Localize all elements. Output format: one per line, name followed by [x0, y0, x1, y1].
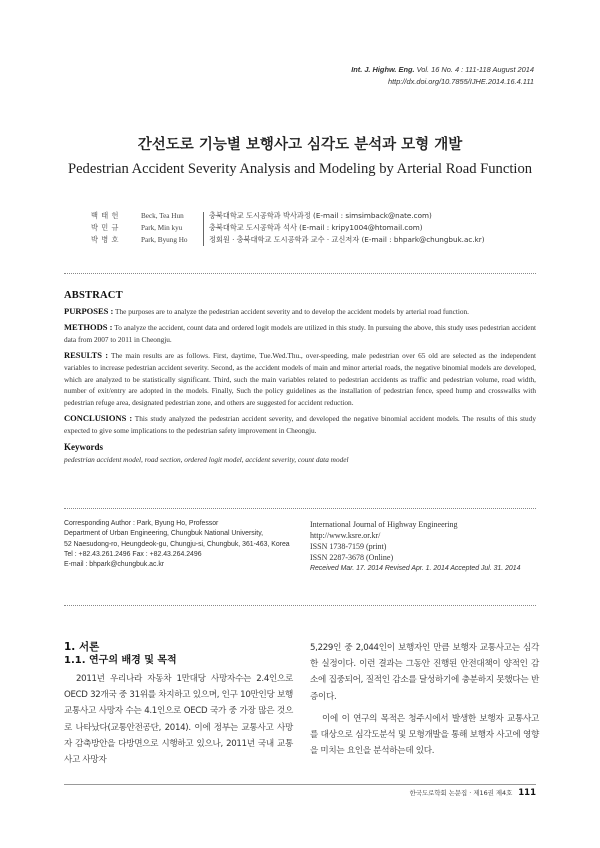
journal-full-name: International Journal of Highway Engineering	[310, 520, 458, 529]
purposes-text: The purposes are to analyze the pedestrian accident severity and to develop the accident models by arterial road function.	[113, 306, 470, 316]
title-korean: 간선도로 기능별 보행사고 심각도 분석과 모형 개발	[137, 137, 463, 153]
journal-info	[310, 519, 540, 574]
body-column-left	[64, 640, 293, 768]
abstract-section	[64, 290, 536, 466]
title-english: Pedestrian Accident Severity Analysis and Modeling by Arterial Road Function	[67, 161, 533, 177]
contact-department: Department of Urban Engineering, Chungbuk National University,	[64, 530, 264, 538]
keywords-text: pedestrian accident model, road section, ordered logit model, accident severity, count data model	[64, 455, 349, 465]
body-paragraph: 이에 이 연구의 목적은 청주시에서 발생한 보행자 교통사고를 대상으로 심각도분석 및 모형개발을 통해 보행자 사고에 영향을 미치는 요인을 분석하는데 있다.	[310, 713, 539, 757]
abstract-methods	[64, 322, 536, 345]
author-name-ko: 박 병 호	[91, 235, 119, 245]
subsection-heading: 1.1. 연구의 배경 및 목적	[64, 655, 177, 666]
author-divider	[203, 212, 204, 246]
author-name-ko: 백 태 헌	[91, 211, 119, 220]
author-block	[91, 210, 551, 247]
page-footer	[410, 788, 536, 798]
manuscript-dates: Received Mar. 17. 2014 Revised Apr. 1. 2014 Accepted Jul. 31. 2014	[310, 565, 521, 572]
author-name-en: Beck, Tea Hun	[141, 212, 184, 220]
corresponding-author	[64, 519, 300, 570]
author-name-en: Park, Byung Ho	[141, 236, 188, 245]
abstract-results	[64, 350, 536, 408]
author-name-en: Park, Min kyu	[141, 224, 183, 233]
journal-volume: Vol. 16 No. 4 : 111-118 August 2014	[416, 65, 534, 74]
footer-rule	[64, 784, 536, 785]
purposes-label: PURPOSES :	[64, 305, 114, 316]
separator-top	[64, 273, 536, 274]
methods-text: To analyze the accident, count data and ordered logit models are utilized in this study. In pursuing the above, this study uses pedestrian accident data from 2007 to 2011 in Cheongju.	[64, 323, 537, 344]
journal-url[interactable]: http://www.ksre.or.kr/	[310, 531, 381, 540]
author-affiliation: 충북대학교 도시공학과 석사 (E-mail : kripy1004@htomail.com)	[209, 223, 423, 233]
abstract-conclusions	[64, 413, 536, 436]
conclusions-text: This study analyzed the pedestrian accident severity, and developed the negative binomial accident models. The results of this study expected to give some implications to the pedestrian safety improvement in Cheongju.	[64, 414, 536, 435]
author-affiliation: 충북대학교 도시공학과 박사과정 (E-mail : simsimback@nate.com)	[209, 211, 432, 220]
page-number: 111	[518, 788, 536, 798]
separator-middle	[64, 508, 536, 509]
abstract-purposes	[64, 306, 536, 318]
body-paragraph: 5,229인 중 2,044인이 보행자인 만큼 보행자 교통사고는 심각한 실정이다. 이런 결과는 그동안 진행된 안전대책이 양적인 감소에 집중되어, 질적인 감소를 달성하기에 충분하지 못했다는 반증이다.	[310, 643, 539, 702]
body-column-right	[310, 640, 539, 759]
abstract-heading: ABSTRACT	[64, 290, 123, 301]
results-label: RESULTS :	[64, 350, 109, 361]
journal-name: Int. J. Highw. Eng.	[351, 65, 415, 74]
contact-phone: Tel : +82.43.261.2496 Fax : +82.43.264.2496	[64, 550, 202, 558]
separator-bottom	[64, 605, 536, 606]
author-name-ko: 박 민 규	[91, 223, 119, 233]
journal-reference	[351, 64, 534, 87]
author-affiliation: 정회원 · 충북대학교 도시공학과 교수 · 교신저자 (E-mail : bhpark@chungbuk.ac.kr)	[209, 235, 485, 245]
results-text: The main results are as follows. First, daytime, Tue.Wed.Thu., over-speeding, male pedestrian over 65 old are selected as the independent variables to increase pedestrian accident severity. Second, as the accident models of main and minor arterial roads, the negative binomial models are developed, which are analyzed to be statistically significant. Third, such the main variables related to pedestrian accidents as traffic and pedestrian volume, road width, number of exit/entry are adopted in the models. Finally, Such the policy guidelines as the installation of pedestrian fence, speed hump and crosswalks with pedestrian refuge area, designated pedestrian zone, and others are suggested for accident reduction.	[64, 351, 536, 407]
methods-label: METHODS :	[64, 322, 113, 333]
author-affiliations	[209, 210, 485, 247]
footer-journal: 한국도로학회 논문집 · 제16권 제4호	[409, 789, 513, 797]
journal-doi[interactable]: http://dx.doi.org/10.7855/IJHE.2014.16.4.111	[388, 76, 534, 86]
keywords-heading: Keywords	[64, 441, 103, 452]
issn-print: ISSN 1738-7159 (print)	[310, 542, 387, 551]
issn-online: ISSN 2287-3678 (Online)	[310, 553, 394, 562]
contact-author: Corresponding Author : Park, Byung Ho, Professor	[64, 520, 219, 527]
conclusions-label: CONCLUSIONS :	[64, 413, 133, 424]
contact-address: 52 Naesudong-ro, Heungdeok-gu, Chungju-si, Chungbuk, 361-463, Korea	[64, 540, 290, 548]
body-paragraph: 2011년 우리나라 자동차 1만대당 사망자수는 2.4인으로 OECD 32개국 중 31위를 차지하고 있으며, 인구 10만인당 보행교통사고 사망자 수는 4.1인으로 OECD 국가 중 가장 많은 것으로 나타났다(교통안전공단, 2014). 이에 정부는 교통사고 사망자 감축방안을 다방면으로 시행하고 있으나, 2011년 국내 교통사고 사망자	[64, 674, 293, 766]
section-heading: 1. 서론	[64, 641, 100, 653]
contact-email[interactable]: E-mail : bhpark@chungbuk.ac.kr	[64, 561, 165, 569]
